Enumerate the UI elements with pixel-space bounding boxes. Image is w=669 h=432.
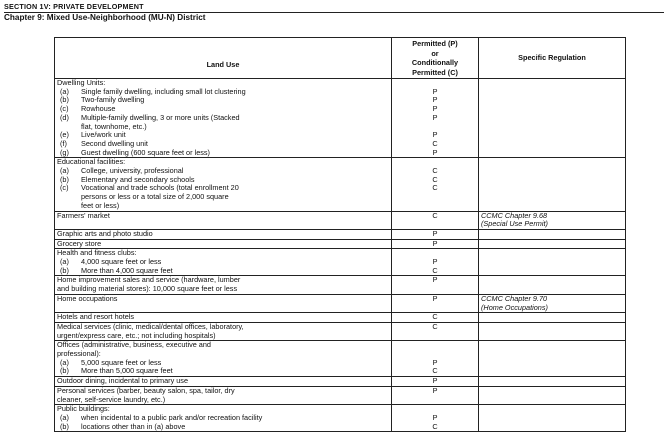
item-text-line: Live/work unit <box>81 130 126 140</box>
item-letter: (b) <box>60 95 69 105</box>
regulation-cell <box>479 276 626 294</box>
land-use-item <box>57 367 389 376</box>
table-row <box>55 405 626 432</box>
land-use-item <box>57 184 389 210</box>
item-letter: (b) <box>60 421 69 431</box>
land-use-cell <box>55 276 392 294</box>
land-use-line: Graphic arts and photo studio <box>57 228 153 238</box>
land-use-cell <box>55 229 392 239</box>
item-text-line: More than 4,000 square feet <box>81 265 173 275</box>
item-text-line: Second dwelling unit <box>81 138 148 148</box>
regulation-line: CCMC Chapter 9.70 <box>481 293 548 303</box>
table-row <box>55 79 626 158</box>
regulation-cell <box>479 341 626 377</box>
item-letter: (a) <box>60 257 69 267</box>
item-letter: (e) <box>60 130 69 140</box>
item-text-line: Multiple-family dwelling, 3 or more units (Stacked <box>81 112 240 122</box>
regulation-cell <box>479 158 626 211</box>
item-text-line: 5,000 square feet or less <box>81 357 162 367</box>
item-text-line: Elementary and secondary schools <box>81 174 195 184</box>
item-text-line: 4,000 square feet or less <box>81 257 162 267</box>
permission-value: P <box>432 95 438 105</box>
regulation-line: (Home Occupations) <box>481 302 548 312</box>
category-label: Educational facilities: <box>57 157 126 167</box>
item-text-line: locations other than in (a) above <box>81 421 186 431</box>
regulation-cell <box>479 322 626 340</box>
regulation-cell <box>479 79 626 158</box>
item-text <box>81 114 389 131</box>
regulation-cell <box>479 294 626 312</box>
regulation-cell <box>479 405 626 432</box>
item-text <box>81 267 389 276</box>
land-use-cell <box>55 249 392 276</box>
table-row <box>55 294 626 312</box>
table-row <box>55 211 626 229</box>
table-row <box>55 249 626 276</box>
table-row <box>55 239 626 249</box>
permission-value: P <box>432 147 438 157</box>
table-row <box>55 158 626 211</box>
land-use-cell <box>55 322 392 340</box>
header-land-use: Land Use <box>55 38 392 79</box>
land-use-line: cleaner, self-service laundry, etc.) <box>57 394 166 404</box>
permission-value: P <box>432 104 438 114</box>
land-use-cell <box>55 294 392 312</box>
table-row <box>55 313 626 323</box>
permission-cell <box>392 313 479 323</box>
table-row <box>55 341 626 377</box>
land-use-line: Hotels and resort hotels <box>57 312 135 322</box>
item-letter: (a) <box>60 357 69 367</box>
permission-cell <box>392 405 479 432</box>
item-text <box>81 414 389 423</box>
permission-cell <box>392 322 479 340</box>
table-row <box>55 322 626 340</box>
permission-value: C <box>432 138 438 148</box>
chapter-title: Chapter 9: Mixed Use-Neighborhood (MU-N) District <box>4 13 206 22</box>
permission-value: P <box>432 275 438 285</box>
item-text <box>81 367 389 376</box>
permission-value: P <box>432 357 438 367</box>
permission-cell <box>392 211 479 229</box>
land-use-line: Farmers' market <box>57 210 110 220</box>
land-use-cell <box>55 158 392 211</box>
item-text-line: Two-family dwelling <box>81 95 145 105</box>
item-text <box>81 96 389 105</box>
category-label: Public buildings: <box>57 404 110 414</box>
header-permitted <box>392 38 479 79</box>
permission-spacer <box>394 341 476 350</box>
permission-cell <box>392 249 479 276</box>
permission-spacer <box>394 193 476 202</box>
item-letter: (f) <box>60 138 67 148</box>
land-use-item <box>57 423 389 432</box>
regulation-cell <box>479 239 626 249</box>
land-use-line: Home occupations <box>57 293 118 303</box>
category-label: Dwelling Units: <box>57 78 106 87</box>
table-row <box>55 377 626 387</box>
permission-cell <box>392 276 479 294</box>
item-letter: (b) <box>60 174 69 184</box>
land-use-line: and building material stores): 10,000 square feet or less <box>57 284 238 294</box>
land-use-item <box>57 149 389 158</box>
header-specific-regulation: Specific Regulation <box>479 38 626 79</box>
table-row <box>55 229 626 239</box>
section-header: SECTION 1V: PRIVATE DEVELOPMENT <box>4 2 664 13</box>
item-text-line: flat, townhome, etc.) <box>81 121 147 131</box>
permission-value: C <box>432 321 438 331</box>
regulation-line: (Special Use Permit) <box>481 219 548 229</box>
item-letter: (b) <box>60 265 69 275</box>
item-letter: (b) <box>60 366 69 376</box>
land-use-cell <box>55 313 392 323</box>
header-permitted-line: Conditionally <box>411 58 459 67</box>
item-letter: (a) <box>60 166 69 176</box>
header-permitted-line: or <box>431 48 439 58</box>
permission-value: C <box>432 421 438 431</box>
item-text <box>81 184 389 210</box>
permission-value: P <box>432 238 438 248</box>
land-use-line: Grocery store <box>57 238 102 248</box>
table-header-row <box>55 38 626 79</box>
land-use-line: Personal services (barber, beauty salon, spa, tailor, dry <box>57 385 235 395</box>
item-text <box>81 423 389 432</box>
permission-value: P <box>432 293 438 303</box>
regulation-cell <box>479 229 626 239</box>
item-letter: (g) <box>60 147 69 157</box>
land-use-cell <box>55 377 392 387</box>
item-text-line: Rowhouse <box>81 104 116 114</box>
regulation-cell <box>479 211 626 229</box>
regulation-cell <box>479 313 626 323</box>
land-use-item <box>57 114 389 131</box>
permission-value: C <box>432 265 438 275</box>
permission-value: P <box>432 228 438 238</box>
permission-value: P <box>432 376 438 386</box>
category-label: Health and fitness clubs: <box>57 248 137 258</box>
regulation-cell <box>479 377 626 387</box>
land-use-item <box>57 414 389 423</box>
permission-value: P <box>432 86 438 96</box>
item-text-line: College, university, professional <box>81 166 184 176</box>
permission-value: P <box>432 385 438 395</box>
permission-cell <box>392 229 479 239</box>
permission-value: C <box>432 183 438 193</box>
table-row <box>55 276 626 294</box>
item-letter: (c) <box>60 104 69 114</box>
item-letter: (d) <box>60 112 69 122</box>
permission-spacer <box>394 405 476 414</box>
item-text-line: Guest dwelling (600 square feet or less) <box>81 147 210 157</box>
permission-value: C <box>432 174 438 184</box>
permission-value: C <box>432 166 438 176</box>
permission-value: P <box>432 130 438 140</box>
item-text-line: feet or less) <box>81 200 120 210</box>
item-text-line: when incidental to a public park and/or recreation facility <box>81 412 263 422</box>
category-label: professional): <box>57 349 101 359</box>
table-body <box>55 79 626 432</box>
permission-cell <box>392 158 479 211</box>
regulation-cell <box>479 249 626 276</box>
land-use-line: Outdoor dining, incidental to primary use <box>57 376 189 386</box>
permission-cell <box>392 294 479 312</box>
land-use-cell <box>55 405 392 432</box>
permission-value: P <box>432 112 438 122</box>
header-permitted-line: Permitted (P) <box>412 39 458 48</box>
land-use-table <box>54 37 626 432</box>
land-use-item <box>57 267 389 276</box>
land-use-line: Home improvement sales and service (hardware, lumber <box>57 275 241 285</box>
permission-value: P <box>432 412 438 422</box>
item-letter: (a) <box>60 86 69 96</box>
item-letter: (a) <box>60 412 69 422</box>
item-text-line: persons or less or a total size of 2,000 square <box>81 192 229 202</box>
permission-value: C <box>432 366 438 376</box>
regulation-line: CCMC Chapter 9.68 <box>481 210 548 220</box>
header-permitted-line: Permitted (C) <box>412 67 458 77</box>
permission-spacer <box>394 202 476 211</box>
land-use-line: Medical services (clinic, medical/dental offices, laboratory, <box>57 321 244 331</box>
land-use-cell <box>55 79 392 158</box>
land-use-cell <box>55 211 392 229</box>
item-text-line: Single family dwelling, including small lot clustering <box>81 86 246 96</box>
item-text-line: More than 5,000 square feet <box>81 366 173 376</box>
permission-cell <box>392 79 479 158</box>
item-letter: (c) <box>60 183 69 193</box>
permission-cell <box>392 341 479 377</box>
permission-value: C <box>432 312 438 322</box>
item-text <box>81 149 389 158</box>
category-label: Offices (administrative, business, executive and <box>57 340 211 350</box>
land-use-line: urgent/express care, etc.; not including hospitals) <box>57 330 216 340</box>
permission-value: P <box>432 257 438 267</box>
permission-value: C <box>432 210 438 220</box>
permission-cell <box>392 239 479 249</box>
item-text-line: Vocational and trade schools (total enrollment 20 <box>81 183 239 193</box>
land-use-cell <box>55 341 392 377</box>
permission-cell <box>392 377 479 387</box>
